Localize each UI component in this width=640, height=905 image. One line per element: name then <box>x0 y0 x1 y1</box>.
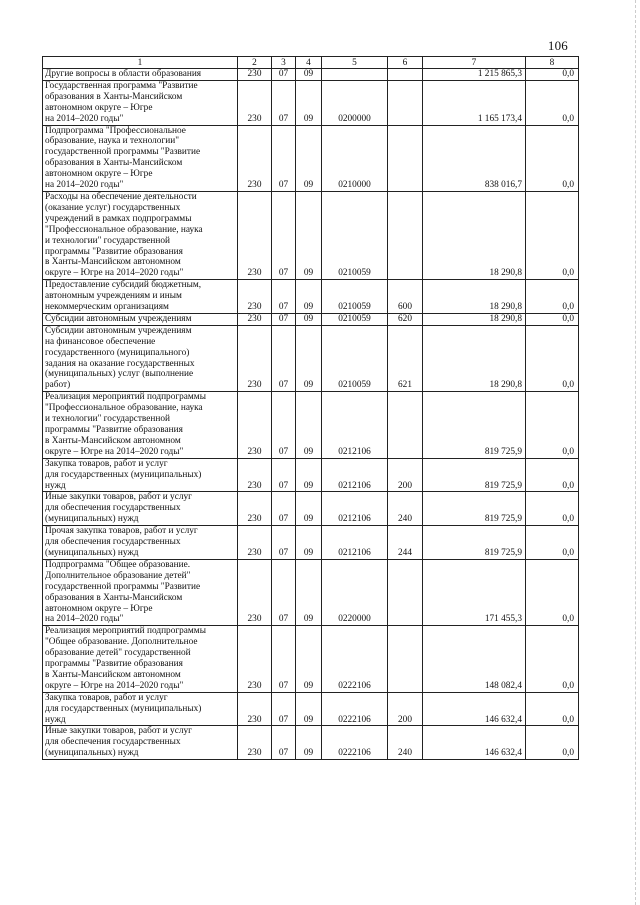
cell-description: Субсидии автономным учреждениям на финансовое обеспечение государственного (муниципального) задания на оказание государственных (муниципальных) услуг (выполнение работ) <box>43 325 238 391</box>
cell-description: Прочая закупка товаров, работ и услуг для обеспечения государственных (муниципальных) нужд <box>43 526 238 560</box>
page-edge-marks <box>633 0 636 905</box>
cell-description: Субсидии автономным учреждениям <box>43 313 238 325</box>
cell-subsection: 09 <box>296 692 322 726</box>
cell-amount: 18 290,8 <box>423 280 526 314</box>
table-row <box>43 313 579 325</box>
cell-subsection: 09 <box>296 191 322 279</box>
cell-subsection: 09 <box>296 726 322 760</box>
cell-expense-type: 621 <box>388 325 423 391</box>
cell-amount-2: 0,0 <box>526 69 579 81</box>
cell-target-article: 0200000 <box>322 80 388 125</box>
cell-subsection: 09 <box>296 313 322 325</box>
cell-ministry-code: 230 <box>238 492 272 526</box>
cell-target-article: 0222106 <box>322 692 388 726</box>
cell-section: 07 <box>272 626 296 692</box>
cell-expense-type <box>388 69 423 81</box>
cell-expense-type <box>388 392 423 458</box>
cell-subsection: 09 <box>296 280 322 314</box>
cell-ministry-code: 230 <box>238 69 272 81</box>
cell-amount: 819 725,9 <box>423 458 526 492</box>
cell-section: 07 <box>272 325 296 391</box>
cell-amount: 171 455,3 <box>423 559 526 625</box>
cell-section: 07 <box>272 69 296 81</box>
table-row <box>43 125 579 191</box>
cell-subsection: 09 <box>296 559 322 625</box>
table-row <box>43 80 579 125</box>
cell-subsection: 09 <box>296 325 322 391</box>
cell-ministry-code: 230 <box>238 526 272 560</box>
header-cell-3: 3 <box>272 57 296 69</box>
cell-amount: 819 725,9 <box>423 526 526 560</box>
cell-description: Закупка товаров, работ и услуг для государственных (муниципальных) нужд <box>43 458 238 492</box>
cell-description: Предоставление субсидий бюджетным, автономным учреждениям и иным некоммерческим организациям <box>43 280 238 314</box>
cell-section: 07 <box>272 526 296 560</box>
cell-expense-type <box>388 125 423 191</box>
cell-subsection: 09 <box>296 392 322 458</box>
cell-amount: 1 165 173,4 <box>423 80 526 125</box>
cell-amount-2: 0,0 <box>526 626 579 692</box>
cell-target-article: 0212106 <box>322 392 388 458</box>
header-cell-8: 8 <box>526 57 579 69</box>
cell-expense-type: 600 <box>388 280 423 314</box>
cell-expense-type: 200 <box>388 692 423 726</box>
table-row <box>43 280 579 314</box>
header-cell-2: 2 <box>238 57 272 69</box>
cell-target-article: 0220000 <box>322 559 388 625</box>
cell-ministry-code: 230 <box>238 191 272 279</box>
cell-expense-type: 240 <box>388 492 423 526</box>
cell-subsection: 09 <box>296 80 322 125</box>
cell-subsection: 09 <box>296 492 322 526</box>
cell-expense-type <box>388 191 423 279</box>
cell-target-article: 0212106 <box>322 526 388 560</box>
cell-target-article: 0212106 <box>322 492 388 526</box>
cell-target-article: 0210059 <box>322 191 388 279</box>
cell-ministry-code: 230 <box>238 559 272 625</box>
cell-amount-2: 0,0 <box>526 492 579 526</box>
cell-amount-2: 0,0 <box>526 125 579 191</box>
cell-section: 07 <box>272 280 296 314</box>
table-row <box>43 526 579 560</box>
page-number: 106 <box>547 38 568 53</box>
cell-section: 07 <box>272 726 296 760</box>
cell-target-article: 0222106 <box>322 626 388 692</box>
table-row <box>43 726 579 760</box>
cell-amount: 1 215 865,3 <box>423 69 526 81</box>
cell-expense-type <box>388 626 423 692</box>
cell-ministry-code: 230 <box>238 458 272 492</box>
cell-amount: 18 290,8 <box>423 313 526 325</box>
cell-amount-2: 0,0 <box>526 526 579 560</box>
cell-description: Реализация мероприятий подпрограммы "Общее образование. Дополнительное образование детей" государственной программы "Развитие образования в Ханты-Мансийском автономном округе – Югре на 2014–2020 годы" <box>43 626 238 692</box>
cell-target-article: 0212106 <box>322 458 388 492</box>
cell-ministry-code: 230 <box>238 726 272 760</box>
cell-amount: 146 632,4 <box>423 726 526 760</box>
table-row <box>43 559 579 625</box>
cell-amount: 148 082,4 <box>423 626 526 692</box>
cell-section: 07 <box>272 125 296 191</box>
table-row <box>43 492 579 526</box>
cell-subsection: 09 <box>296 526 322 560</box>
header-cell-1: 1 <box>43 57 238 69</box>
cell-amount-2: 0,0 <box>526 325 579 391</box>
header-row <box>43 57 579 69</box>
cell-expense-type <box>388 80 423 125</box>
cell-section: 07 <box>272 392 296 458</box>
cell-description: Подпрограмма "Профессиональное образование, наука и технологии" государственной программы "Развитие образования в Ханты-Мансийском автономном округе – Югре на 2014–2020 годы" <box>43 125 238 191</box>
cell-description: Иные закупки товаров, работ и услуг для обеспечения государственных (муниципальных) нужд <box>43 726 238 760</box>
cell-subsection: 09 <box>296 626 322 692</box>
cell-expense-type: 620 <box>388 313 423 325</box>
table-row <box>43 626 579 692</box>
cell-section: 07 <box>272 313 296 325</box>
header-cell-4: 4 <box>296 57 322 69</box>
cell-amount-2: 0,0 <box>526 559 579 625</box>
budget-table-container <box>42 56 578 760</box>
cell-ministry-code: 230 <box>238 280 272 314</box>
cell-ministry-code: 230 <box>238 392 272 458</box>
cell-amount-2: 0,0 <box>526 458 579 492</box>
table-row <box>43 458 579 492</box>
header-cell-7: 7 <box>423 57 526 69</box>
cell-ministry-code: 230 <box>238 313 272 325</box>
cell-amount: 18 290,8 <box>423 325 526 391</box>
cell-amount-2: 0,0 <box>526 80 579 125</box>
cell-target-article: 0210059 <box>322 280 388 314</box>
cell-description: Расходы на обеспечение деятельности (оказание услуг) государственных учреждений в рамках подпрограммы "Профессиональное образование, наука и технологии" государственной программы "Развитие образования в Ханты-Мансийском автономном округе – Югре на 2014–2020 годы" <box>43 191 238 279</box>
cell-amount: 18 290,8 <box>423 191 526 279</box>
cell-subsection: 09 <box>296 125 322 191</box>
cell-target-article: 0210059 <box>322 325 388 391</box>
table-row <box>43 69 579 81</box>
cell-target-article: 0210000 <box>322 125 388 191</box>
cell-ministry-code: 230 <box>238 125 272 191</box>
cell-description: Реализация мероприятий подпрограммы "Профессиональное образование, наука и технологии" государственной программы "Развитие образования в Ханты-Мансийском автономном округе – Югре на 2014–2020 годы" <box>43 392 238 458</box>
cell-ministry-code: 230 <box>238 80 272 125</box>
cell-expense-type: 244 <box>388 526 423 560</box>
cell-target-article: 0210059 <box>322 313 388 325</box>
cell-subsection: 09 <box>296 69 322 81</box>
cell-amount-2: 0,0 <box>526 392 579 458</box>
cell-ministry-code: 230 <box>238 325 272 391</box>
cell-target-article: 0222106 <box>322 726 388 760</box>
cell-ministry-code: 230 <box>238 692 272 726</box>
cell-ministry-code: 230 <box>238 626 272 692</box>
cell-amount-2: 0,0 <box>526 313 579 325</box>
cell-section: 07 <box>272 191 296 279</box>
cell-amount-2: 0,0 <box>526 191 579 279</box>
header-cell-5: 5 <box>322 57 388 69</box>
table-row <box>43 191 579 279</box>
cell-section: 07 <box>272 692 296 726</box>
table-row <box>43 325 579 391</box>
cell-amount: 819 725,9 <box>423 492 526 526</box>
cell-section: 07 <box>272 458 296 492</box>
cell-expense-type <box>388 559 423 625</box>
cell-section: 07 <box>272 492 296 526</box>
table-row <box>43 692 579 726</box>
cell-amount: 838 016,7 <box>423 125 526 191</box>
cell-amount: 819 725,9 <box>423 392 526 458</box>
cell-amount-2: 0,0 <box>526 280 579 314</box>
cell-description: Государственная программа "Развитие образования в Ханты-Мансийском автономном округе – Югре на 2014–2020 годы" <box>43 80 238 125</box>
cell-section: 07 <box>272 559 296 625</box>
cell-description: Подпрограмма "Общее образование. Дополнительное образование детей" государственной программы "Развитие образования в Ханты-Мансийском автономном округе – Югре на 2014–2020 годы" <box>43 559 238 625</box>
budget-table <box>42 56 579 760</box>
cell-description: Иные закупки товаров, работ и услуг для обеспечения государственных (муниципальных) нужд <box>43 492 238 526</box>
cell-expense-type: 200 <box>388 458 423 492</box>
cell-section: 07 <box>272 80 296 125</box>
cell-amount-2: 0,0 <box>526 726 579 760</box>
cell-amount: 146 632,4 <box>423 692 526 726</box>
cell-description: Другие вопросы в области образования <box>43 69 238 81</box>
table-row <box>43 392 579 458</box>
table-body <box>43 69 579 760</box>
cell-target-article <box>322 69 388 81</box>
cell-description: Закупка товаров, работ и услуг для государственных (муниципальных) нужд <box>43 692 238 726</box>
cell-expense-type: 240 <box>388 726 423 760</box>
header-cell-6: 6 <box>388 57 423 69</box>
cell-subsection: 09 <box>296 458 322 492</box>
cell-amount-2: 0,0 <box>526 692 579 726</box>
